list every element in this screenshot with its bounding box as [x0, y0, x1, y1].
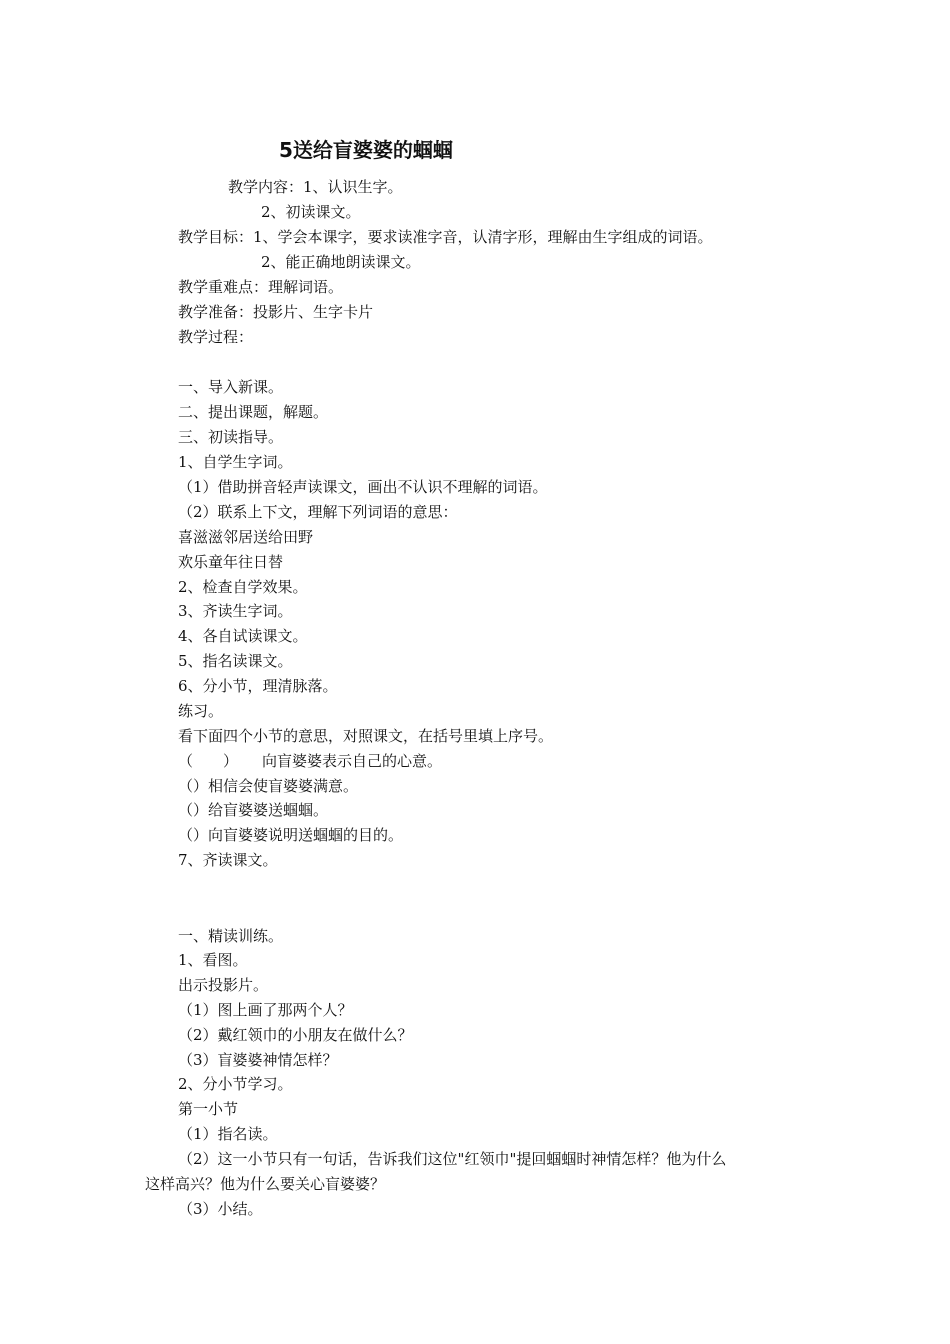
- section-first-reading: 三、初读指导。: [178, 428, 284, 446]
- step-read-all: 7、齐读课文。: [178, 851, 278, 869]
- section-intro: 一、导入新课。: [178, 378, 284, 396]
- first-section-step-3: （3）小结。: [178, 1200, 263, 1218]
- teaching-process: 教学过程：: [178, 328, 254, 346]
- practice-option-1-paren: （ ）: [178, 752, 239, 770]
- step-read-words: 3、齐读生字词。: [178, 602, 293, 620]
- step-check: 2、检查自学效果。: [178, 578, 308, 596]
- vocabulary-line-2: 欢乐童年往日替: [178, 553, 284, 571]
- lesson-title: 5送给盲婆婆的蝈蝈: [279, 138, 453, 162]
- step-self-study-a: （1）借助拼音轻声读课文，画出不认识不理解的词语。: [178, 478, 548, 496]
- question-3: （3）盲婆婆神情怎样？: [178, 1051, 338, 1069]
- practice-heading: 练习。: [178, 702, 224, 720]
- step-show-slide: 出示投影片。: [178, 976, 269, 994]
- question-1: （1）图上画了那两个人？: [178, 1001, 353, 1019]
- step-self-read: 4、各自试读课文。: [178, 627, 308, 645]
- section-intensive-reading: 一、精读训练。: [178, 927, 284, 945]
- practice-option-3: （）给盲婆婆送蝈蝈。: [178, 801, 329, 819]
- first-section-step-2-line-2: 这样高兴？他为什么要关心盲婆婆？: [145, 1175, 386, 1193]
- question-2: （2）戴红领巾的小朋友在做什么？: [178, 1026, 413, 1044]
- practice-option-4: （）向盲婆婆说明送蝈蝈的目的。: [178, 826, 404, 844]
- teaching-content-1: 教学内容：1、认识生字。: [228, 178, 403, 196]
- step-sections: 6、分小节，理清脉落。: [178, 677, 338, 695]
- first-section-step-1: （1）指名读。: [178, 1125, 278, 1143]
- teaching-goals-1: 教学目标：1、学会本课字，要求读准字音，认清字形，理解由生字组成的词语。: [178, 228, 713, 246]
- first-section-heading: 第一小节: [178, 1100, 239, 1118]
- teaching-difficulty: 教学重难点：理解词语。: [178, 278, 344, 296]
- first-section-step-2-line-1: （2）这一小节只有一句话，告诉我们这位"红领巾"提回蝈蝈时神情怎样？他为什么: [178, 1150, 727, 1168]
- step-self-study: 1、自学生字词。: [178, 453, 293, 471]
- practice-description: 看下面四个小节的意思，对照课文，在括号里填上序号。: [178, 727, 554, 745]
- step-look-picture: 1、看图。: [178, 951, 248, 969]
- practice-option-1-text: 向盲婆婆表示自己的心意。: [262, 752, 443, 770]
- step-self-study-b: （2）联系上下文，理解下列词语的意思：: [178, 503, 458, 521]
- step-named-read: 5、指名读课文。: [178, 652, 293, 670]
- teaching-preparation: 教学准备：投影片、生字卡片: [178, 303, 374, 321]
- vocabulary-line-1: 喜滋滋邻居送给田野: [178, 528, 314, 546]
- section-topic: 二、提出课题，解题。: [178, 403, 329, 421]
- teaching-goals-2: 2、能正确地朗读课文。: [261, 253, 421, 271]
- teaching-content-2: 2、初读课文。: [261, 203, 361, 221]
- practice-option-2: （）相信会使盲婆婆满意。: [178, 777, 359, 795]
- step-section-study: 2、分小节学习。: [178, 1075, 293, 1093]
